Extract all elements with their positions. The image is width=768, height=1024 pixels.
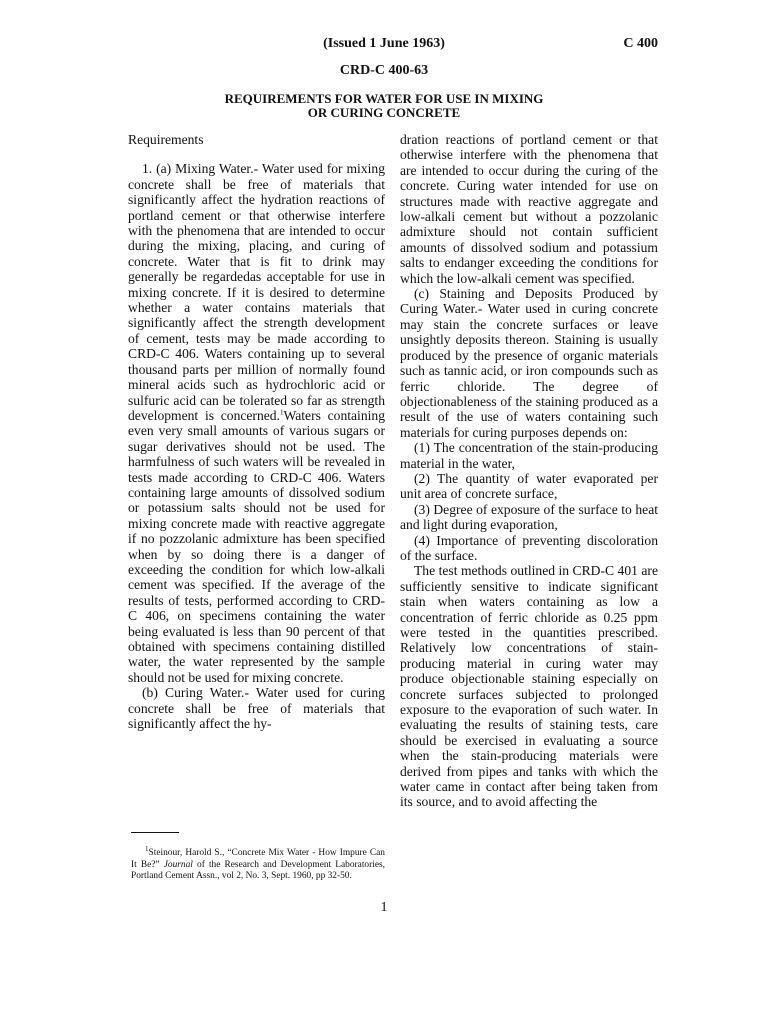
footnote-reference: 1 — [279, 408, 284, 417]
paragraph-curing-continued: dration reactions of portland cement or that otherwise interfere with the phenomena that are intended to occur during the curing of the concrete. Curing water intended for use on structures made with reactive aggregate and low-alkali cement but without a pozzolanic admixture should not contain sufficient amounts of dissolved sodium and potassium salts to endanger exceeding the conditions for which the low-alkali cement was specified. — [400, 132, 658, 286]
page-number: 1 — [380, 900, 388, 915]
document-title — [0, 92, 768, 120]
document-number: C 400 — [623, 36, 658, 51]
paragraph-curing-water: (b) Curing Water.- Water used for curing concrete shall be free of materials that significantly affect the hy- — [128, 685, 385, 732]
footnote-text: Steinour, Harold S., “Concrete Mix Water - How Impure Can It Be?” — [131, 848, 385, 870]
list-item: (3) Degree of exposure of the surface to heat and light during evaporation, — [400, 501, 658, 533]
footnote-journal: Journal — [163, 859, 193, 870]
title-line-2: OR CURING CONCRETE — [307, 105, 461, 120]
footnote-text-cont: of the Research and Development Laboratories, Portland Cement Assn., vol 2, No. 3, Sept. 1960, pp 32-50. — [131, 859, 385, 881]
paragraph-staining: (c) Staining and Deposits Produced by Curing Water.- Water used in curing concrete may stain the concrete surfaces or leave unsightly deposits thereon. Staining is usually produced by the presence of organic materials such as tannic acid, or iron compounds such as ferric chloride. The degree of objectionableness of the staining produced as a result of the use of waters containing such materials for curing purposes depends on: — [400, 286, 658, 440]
footnote-divider — [131, 832, 179, 833]
issue-date: (Issued 1 June 1963) — [323, 36, 445, 51]
list-item: (1) The concentration of the stain-producing material in the water, — [400, 440, 658, 471]
section-heading: Requirements — [128, 132, 204, 147]
right-column — [400, 132, 658, 810]
title-line-1: REQUIREMENTS FOR WATER FOR USE IN MIXING — [224, 91, 544, 106]
left-column — [128, 132, 385, 731]
paragraph-test-methods: The test methods outlined in CRD-C 401 are sufficiently sensitive to indicate significant stain when waters containing as low a concentration of ferric chloride as 0.25 ppm were tested in the quantities prescribed. Relatively low concentrations of stain-producing material in curing water may produce objectionable staining especially on concrete surfaces subjected to prolonged exposure to the evaporation of such water. In evaluating the results of staining tests, care should be exercised in evaluating a source when the stain-producing materials were derived from pipes and tanks with which the water came in contact after being taken from its source, and to avoid affecting the — [400, 563, 658, 810]
mixing-water-text: 1. (a) Mixing Water.- Water used for mixing concrete shall be free of materials that significantly affect the hydration reactions of portland cement or that otherwise interfere with the phenomena that are intended to occur during the mixing, placing, and curing of concrete. Water that is fit to drink may generally be regardedas acceptable for use in mixing concrete. If it is desired to determine whether a water contains materials that significantly affect the strength development of cement, tests may be made according to CRD-C 406. Waters containing up to several thousand parts per million of normally found mineral acids such as hydrochloric acid or sulfuric acid can be tolerated so far as strength development is concerned. — [128, 161, 385, 423]
footnote-marker: 1 — [145, 844, 149, 853]
document-designation: CRD-C 400-63 — [339, 63, 429, 78]
paragraph-mixing-water — [128, 161, 385, 685]
mixing-water-text-cont: Waters containing even very small amounts of various sugars or sugar derivatives should not be used. The harmfulness of such waters will be revealed in tests made according to CRD-C 406. Waters containing large amounts of dissolved sodium or potassium salts should not be used for mixing concrete made with reactive aggregate if no pozzolanic admixture has been specified when by so doing there is a danger of exceeding the condition for which low-alkali cement was specified. If the average of the results of tests, performed according to CRD-C 406, on specimens containing the water being evaluated is less than 90 percent of that obtained with specimens containing distilled water, the water represented by the sample should not be used for mixing concrete. — [128, 407, 385, 685]
list-item: (4) Importance of preventing discoloration of the surface. — [400, 532, 658, 563]
list-item: (2) The quantity of water evaporated per unit area of concrete surface, — [400, 470, 658, 502]
footnote — [131, 844, 385, 883]
